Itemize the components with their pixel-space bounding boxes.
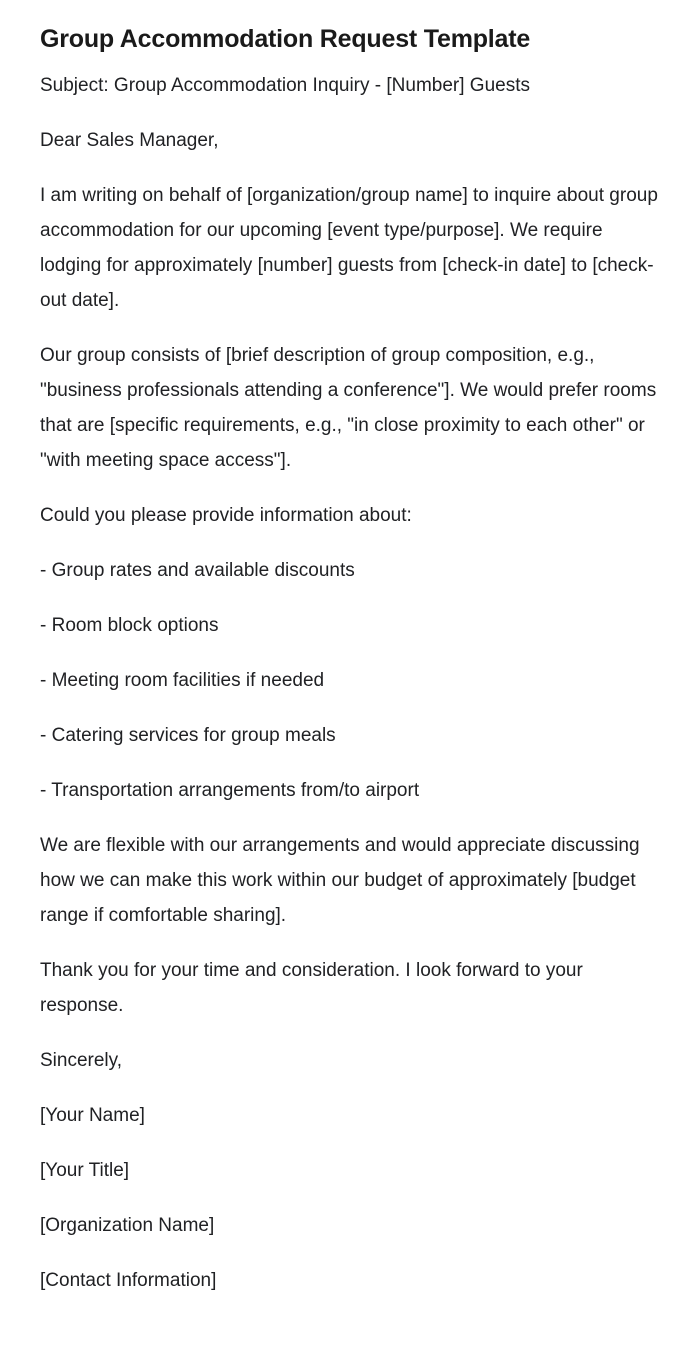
flexibility-paragraph: We are flexible with our arrangements and would appreciate discussing how we can make this work within our budget of approximately [budget range if comfortable sharing]. [40, 835, 640, 926]
request-item-group-rates: - Group rates and available discounts [40, 560, 355, 581]
signature-contact: [Contact Information] [40, 1270, 217, 1291]
closing-salutation: Sincerely, [40, 1050, 123, 1071]
request-item-catering: - Catering services for group meals [40, 725, 336, 746]
thanks-paragraph: Thank you for your time and consideration. I look forward to your response. [40, 960, 583, 1016]
signature-organization: [Organization Name] [40, 1215, 215, 1236]
request-item-room-block: - Room block options [40, 615, 219, 636]
request-item-meeting-rooms: - Meeting room facilities if needed [40, 670, 325, 691]
request-item-transportation: - Transportation arrangements from/to airport [40, 780, 420, 801]
subject-line: Subject: Group Accommodation Inquiry - [Number] Guests [40, 75, 530, 96]
signature-title: [Your Title] [40, 1160, 130, 1181]
info-request-lead: Could you please provide information about: [40, 505, 412, 526]
salutation: Dear Sales Manager, [40, 130, 219, 151]
group-description-paragraph: Our group consists of [brief description of group composition, e.g., "business professionals attending a conference"]. We would prefer rooms that are [specific requirements, e.g., "in close proximity to each other" or "with meeting space access"]. [40, 345, 657, 471]
request-list [40, 553, 660, 808]
document-title: Group Accommodation Request Template [40, 25, 531, 53]
signature-name: [Your Name] [40, 1105, 145, 1126]
intro-paragraph: I am writing on behalf of [organization/group name] to inquire about group accommodation for our upcoming [event type/purpose]. We require lodging for approximately [number] guests from [check-in date] to [check-out date]. [40, 185, 658, 311]
